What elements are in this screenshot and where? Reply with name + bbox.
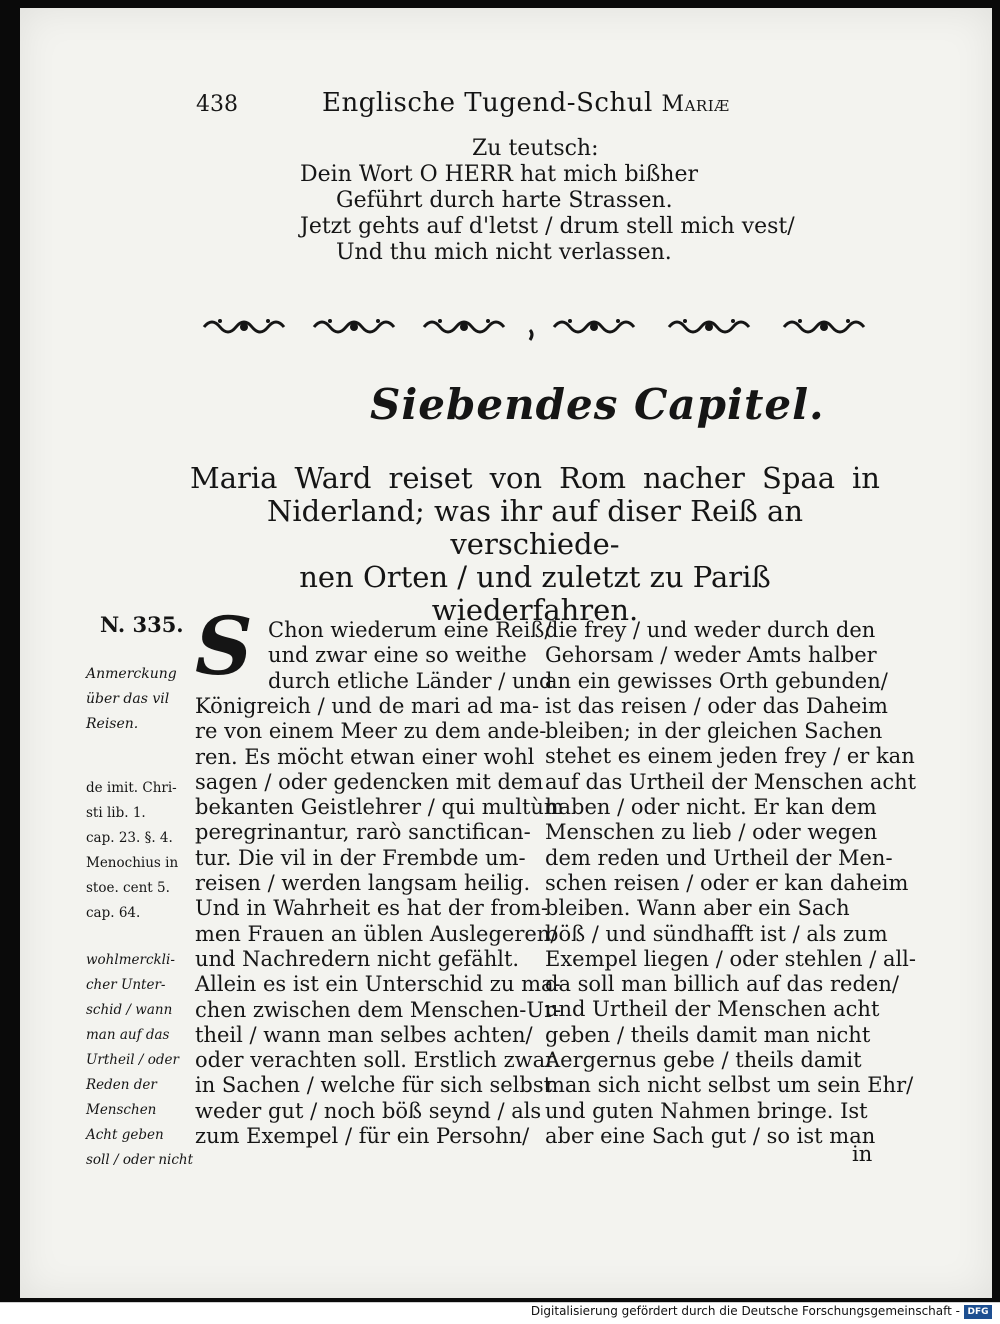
running-head bbox=[322, 88, 730, 118]
text-line: Königreich / und de mari ad ma- bbox=[195, 694, 540, 718]
text-line: chen zwischen dem Menschen-Ur- bbox=[195, 997, 562, 1022]
margin-note-line: stoe. cent 5. bbox=[86, 880, 170, 896]
margin-note-distinction bbox=[86, 948, 193, 1173]
text-line: bleiben. Wann aber ein Sach bbox=[545, 896, 850, 921]
running-head-title: Englische Tugend-Schul bbox=[322, 88, 653, 118]
poem-line: Zu teutsch: bbox=[472, 136, 599, 161]
text-line: peregrinantur, rarò sanctifican- bbox=[195, 820, 531, 845]
text-line: tur. Die vil in der Frembde um- bbox=[195, 845, 526, 870]
text-line: die frey / und weder durch den bbox=[545, 618, 876, 642]
text-line: bekanten Geistlehrer / qui multùm bbox=[195, 795, 564, 820]
chapter-title-line: Niderland; was ihr auf diser Reiß an verschiede- bbox=[267, 494, 803, 561]
text-line: Allein es ist ein Unterschid zu ma- bbox=[195, 972, 561, 997]
text-line: dem reden und Urtheil der Men- bbox=[545, 845, 893, 870]
text-line: Exempel liegen / oder stehlen / all- bbox=[545, 946, 916, 971]
body-column-2 bbox=[545, 618, 917, 1149]
text-line: men Frauen an üblen Auslegeren/ bbox=[195, 921, 558, 946]
text-line: Und in Wahrheit es hat der from- bbox=[195, 896, 548, 921]
body-column-1-top bbox=[268, 618, 553, 694]
margin-note-line: Urtheil / oder bbox=[86, 1052, 179, 1068]
ornament-divider bbox=[200, 312, 880, 342]
chapter-title-line: wiederfahren. bbox=[431, 593, 639, 627]
poem-line: Dein Wort O HERR hat mich bißher bbox=[300, 162, 698, 187]
text-line: da soll man billich auf das reden/ bbox=[545, 972, 899, 997]
text-line: oder verachten soll. Erstlich zwar bbox=[195, 1048, 556, 1073]
text-line: sagen / oder gedencken mit dem bbox=[195, 769, 544, 794]
margin-note-line: Acht geben bbox=[86, 1127, 164, 1143]
page-number: 438 bbox=[196, 92, 238, 117]
margin-note-line: Menschen bbox=[86, 1102, 157, 1118]
margin-note-remark bbox=[86, 662, 177, 737]
chapter-title-line: nen Orten / und zuletzt zu Pariß bbox=[299, 560, 771, 594]
text-line: Chon wiederum eine Reiß/ bbox=[268, 618, 552, 642]
footer-credit: Digitalisierung gefördert durch die Deutsche Forschungsgemeinschaft - bbox=[530, 1304, 960, 1318]
margin-note-line: wohlmerckli- bbox=[86, 952, 175, 968]
margin-note-line: schid / wann bbox=[86, 1002, 173, 1018]
text-line: an ein gewisses Orth gebunden/ bbox=[545, 668, 888, 693]
margin-note-line: man auf das bbox=[86, 1027, 170, 1043]
text-line: in Sachen / welche für sich selbst bbox=[195, 1073, 553, 1098]
text-line: geben / theils damit man nicht bbox=[545, 1022, 871, 1047]
ornament-piece bbox=[204, 319, 284, 332]
text-line: ist das reisen / oder das Daheim bbox=[545, 693, 888, 718]
poem-line: Geführt durch harte Strassen. bbox=[336, 188, 673, 213]
text-line: schen reisen / oder er kan daheim bbox=[545, 870, 909, 895]
margin-note-line: Menochius in bbox=[86, 855, 179, 871]
text-line: ren. Es möcht etwan einer wohl bbox=[195, 744, 535, 769]
margin-note-line: sti lib. 1. bbox=[86, 805, 146, 821]
body-column-1 bbox=[195, 694, 564, 1149]
text-line: Gehorsam / weder Amts halber bbox=[545, 643, 877, 668]
drop-cap: S bbox=[195, 599, 253, 693]
text-line: re von einem Meer zu dem ande- bbox=[195, 719, 547, 744]
dfg-logo[interactable]: DFG bbox=[964, 1305, 992, 1319]
catchword: in bbox=[852, 1142, 873, 1166]
text-line: haben / oder nicht. Er kan dem bbox=[545, 795, 877, 820]
text-line: auf das Urtheil der Menschen acht bbox=[545, 769, 917, 794]
chapter-heading: Siebendes Capitel. bbox=[370, 380, 825, 429]
margin-note-line: soll / oder nicht bbox=[86, 1152, 194, 1168]
margin-note-citation bbox=[86, 776, 178, 926]
text-line: Aergernus gebe / theils damit bbox=[545, 1048, 862, 1073]
text-line: reisen / werden langsam heilig. bbox=[195, 871, 531, 896]
poem-line: Und thu mich nicht verlassen. bbox=[336, 240, 672, 265]
text-line: man sich nicht selbst um sein Ehr/ bbox=[545, 1073, 914, 1098]
chapter-title-line: Maria Ward reiset von Rom nacher Spaa in bbox=[190, 461, 880, 495]
margin-number: N. 335. bbox=[100, 612, 184, 637]
text-line: böß / und sündhafft ist / als zum bbox=[545, 921, 888, 946]
text-line: durch etliche Länder / und bbox=[268, 668, 553, 693]
margin-note-line: cher Unter- bbox=[86, 977, 166, 993]
running-head-smallcaps: Mariæ bbox=[661, 92, 730, 117]
margin-note-line: Anmerckung bbox=[86, 666, 177, 682]
text-line: zum Exempel / für ein Persohn/ bbox=[195, 1124, 530, 1149]
text-line: und Nachredern nicht gefählt. bbox=[195, 946, 520, 971]
text-line: weder gut / noch böß seynd / als bbox=[195, 1098, 542, 1123]
text-line: und Urtheil der Menschen acht bbox=[545, 997, 880, 1022]
poem bbox=[300, 136, 795, 266]
text-line: Menschen zu lieb / oder wegen bbox=[545, 820, 878, 845]
margin-note-line: über das vil bbox=[86, 691, 170, 707]
text-line: theil / wann man selbes achten/ bbox=[195, 1022, 533, 1047]
margin-note-line: de imit. Chri- bbox=[86, 780, 177, 796]
margin-note-line: cap. 64. bbox=[86, 905, 141, 921]
chapter-title bbox=[190, 462, 880, 627]
margin-note-line: Reisen. bbox=[86, 716, 139, 732]
margin-note-line: cap. 23. §. 4. bbox=[86, 830, 173, 846]
text-line: und zwar eine so weithe bbox=[268, 643, 527, 668]
text-line: bleiben; in der gleichen Sachen bbox=[545, 719, 883, 744]
text-line: stehet es einem jeden frey / er kan bbox=[545, 744, 915, 769]
text-line: aber eine Sach gut / so ist man bbox=[545, 1123, 876, 1148]
margin-note-line: Reden der bbox=[86, 1077, 157, 1093]
poem-line: Jetzt gehts auf d'letst / drum stell mich vest/ bbox=[300, 214, 795, 239]
text-line: und guten Nahmen bringe. Ist bbox=[545, 1098, 868, 1123]
